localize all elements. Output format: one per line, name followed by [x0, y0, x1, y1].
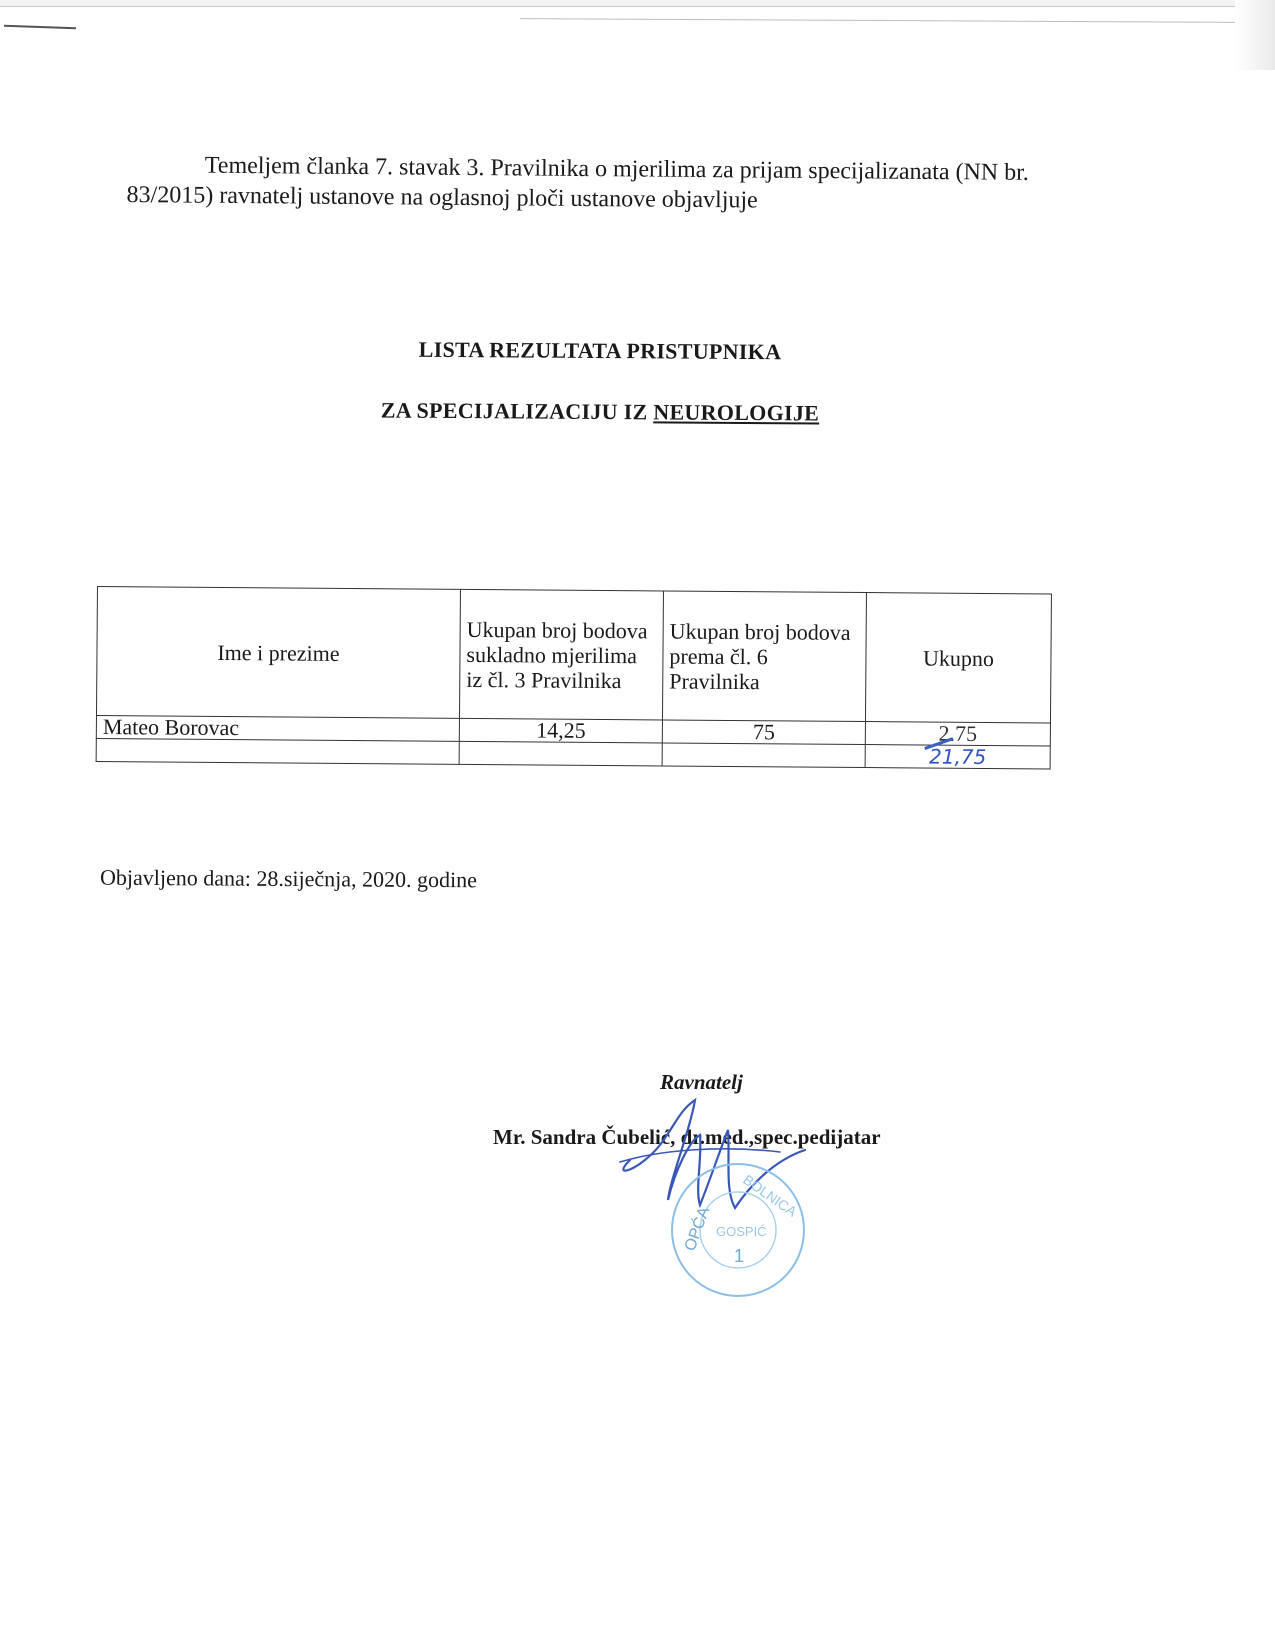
table-header-row: [96, 587, 1051, 723]
signer-name: Mr. Sandra Čubelić, dr.med.,spec.pedijatar: [493, 1125, 881, 1149]
official-stamp: [668, 1160, 808, 1300]
header-total: Ukupno: [865, 593, 1051, 723]
results-table: [96, 586, 1052, 769]
header-points-cl3: Ukupan broj bodova sukladno mjerilima iz čl. 3 Pravilnika: [459, 589, 663, 720]
intro-paragraph: [126, 150, 1086, 218]
document-title: LISTA REZULTATA PRISTUPNIKA: [418, 336, 782, 365]
handwritten-total: 21,75: [928, 744, 987, 769]
cell-points-cl6: 75: [662, 720, 865, 745]
subtitle-subject: NEUROLOGIJE: [653, 399, 820, 426]
cell-name: Mateo Borovac: [96, 715, 459, 741]
document-subtitle: [0, 395, 1200, 429]
intro-text: Temeljem članka 7. stavak 3. Pravilnika o mjerilima za prijam specijalizanata (NN br. 83/2015) ravnatelj ustanove na oglasnoj ploči ustanove objavljuje: [126, 152, 1029, 214]
svg-text:BOLNICA: BOLNICA: [740, 1171, 800, 1220]
svg-text:GOSPIĆ: GOSPIĆ: [716, 1224, 767, 1239]
header-points-cl6: Ukupan broj bodova prema čl. 6 Pravilnika: [662, 591, 866, 722]
svg-text:OPĆA: OPĆA: [681, 1204, 714, 1254]
cell-name: [96, 738, 459, 764]
cell-points-cl3: 14,25: [459, 718, 662, 743]
cell-total-handwritten: [865, 745, 1050, 769]
header-name: Ime i prezime: [96, 587, 460, 719]
cell-points-cl6: [662, 743, 865, 768]
cell-total: [865, 722, 1050, 746]
publication-date: Objavljeno dana: 28.siječnja, 2020. godine: [99, 864, 478, 893]
subtitle-prefix: ZA SPECIJALIZACIJU IZ: [380, 397, 654, 425]
total-printed-crossed: 2.75: [938, 720, 978, 746]
svg-text:1: 1: [734, 1246, 745, 1266]
scan-corner-shadow: [1235, 0, 1275, 70]
scan-artifact-line: [520, 18, 1240, 23]
scan-edge: [0, 0, 1275, 7]
cell-points-cl3: [459, 741, 662, 766]
scan-artifact-mark: [4, 25, 76, 30]
signer-title: Ravnatelj: [660, 1070, 743, 1094]
